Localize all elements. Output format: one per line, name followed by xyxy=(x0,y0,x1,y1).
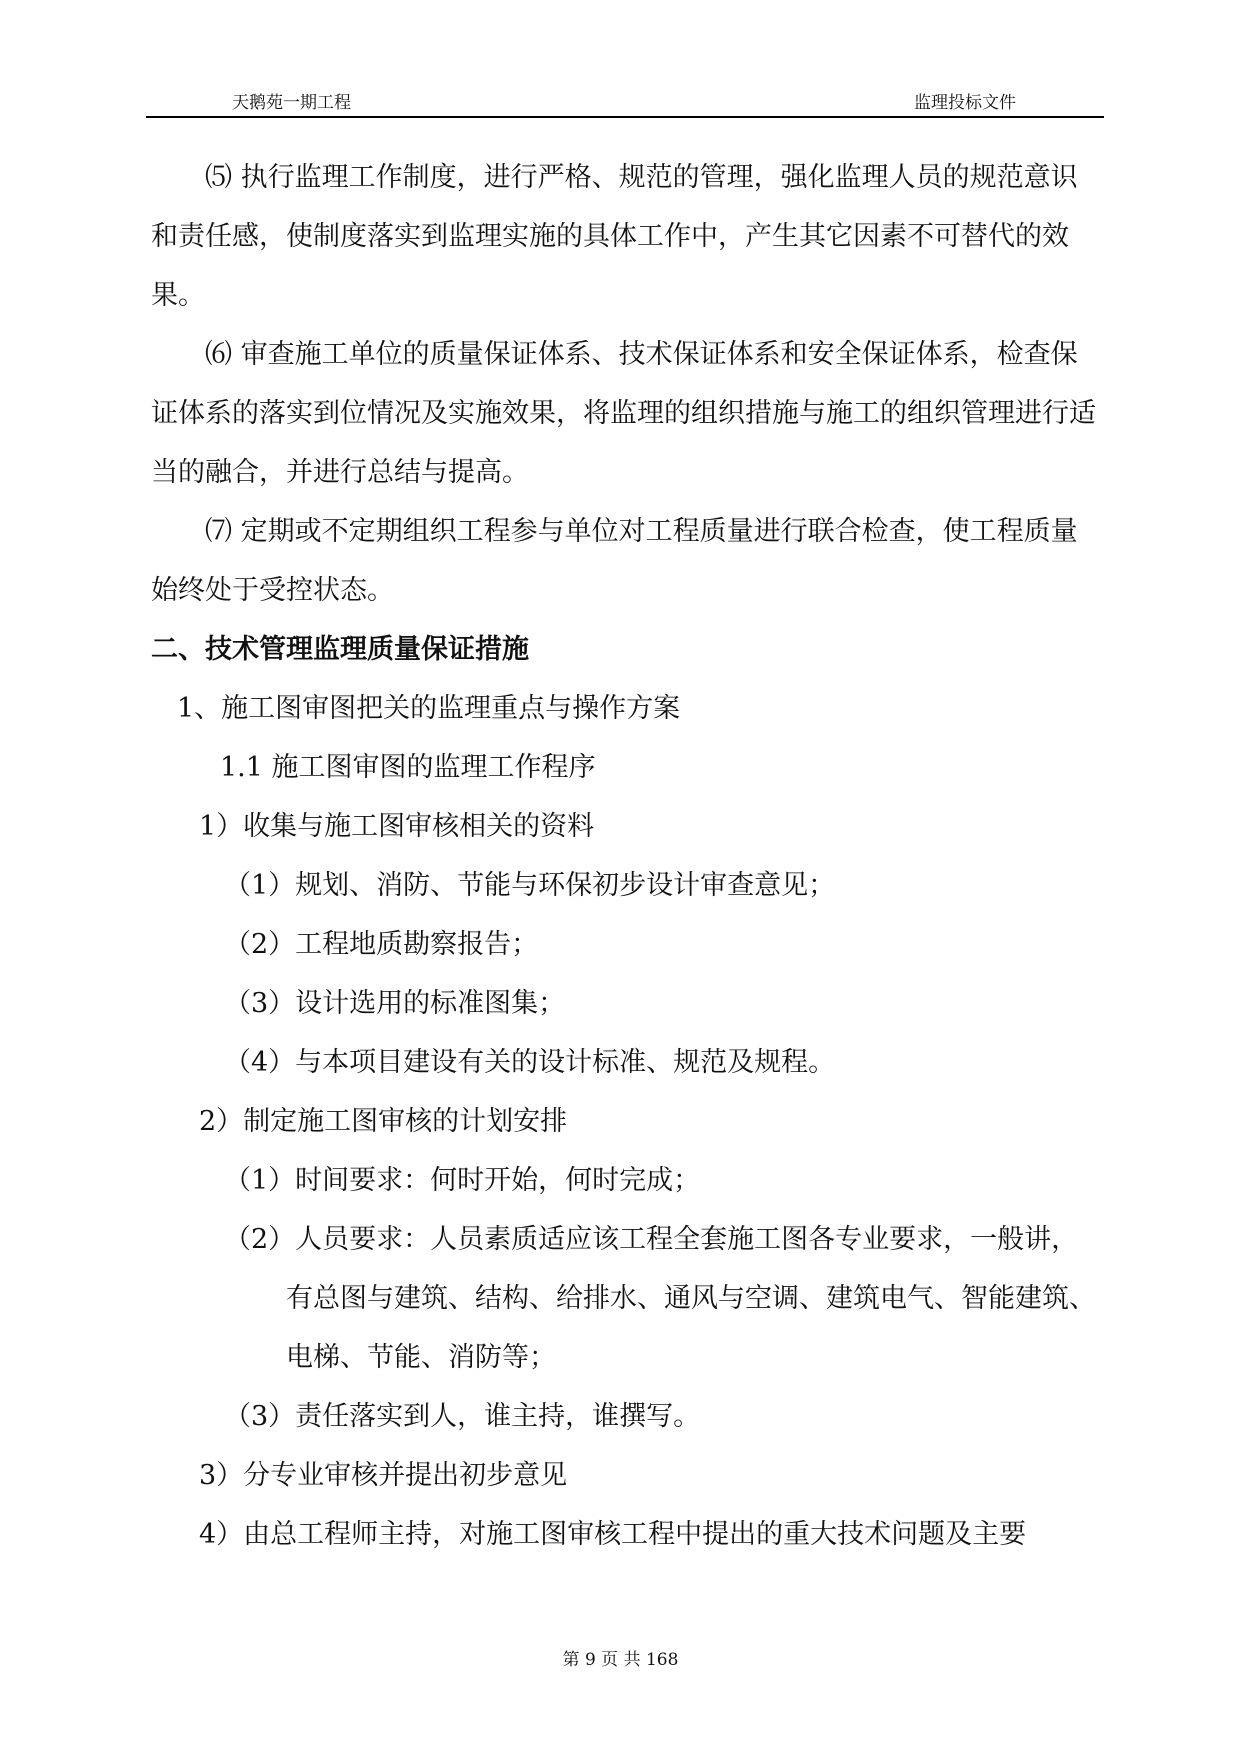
subsection-1-1: 1.1 施工图审图的监理工作程序 xyxy=(220,752,596,783)
step-2: 2）制定施工图审核的计划安排 xyxy=(199,1106,568,1137)
step-1-item-2: （2）工程地质勘察报告； xyxy=(224,929,539,960)
step-3: 3）分专业审核并提出初步意见 xyxy=(199,1460,568,1491)
subsection-1: 1、施工图审图把关的监理重点与操作方案 xyxy=(177,693,681,724)
header-project-name: 天鹅苑一期工程 xyxy=(232,93,351,113)
step-2-item-3: （3）责任落实到人，谁主持，谁撰写。 xyxy=(224,1401,701,1432)
page-header xyxy=(146,86,1104,118)
section-heading: 二、技术管理监理质量保证措施 xyxy=(151,634,529,665)
paragraph-7: ⑺ 定期或不定期组织工程参与单位对工程质量进行联合检查，使工程质量始终处于受控状态。 xyxy=(151,516,1078,606)
page-footer: 第 9 页 共 168 xyxy=(562,1650,679,1670)
step-2-item-2: （2）人员要求：人员素质适应该工程全套施工图各专业要求，一般讲，有总图与建筑、结构、给排水、通风与空调、建筑电气、智能建筑、电梯、节能、消防等； xyxy=(224,1224,1096,1373)
paragraph-6: ⑹ 审查施工单位的质量保证体系、技术保证体系和安全保证体系，检查保证体系的落实到位情况及实施效果，将监理的组织措施与施工的组织管理进行适当的融合，并进行总结与提高。 xyxy=(151,339,1096,488)
step-1-item-1: （1）规划、消防、节能与环保初步设计审查意见； xyxy=(224,870,836,901)
document-body xyxy=(151,148,1104,1564)
paragraph-5: ⑸ 执行监理工作制度，进行严格、规范的管理，强化监理人员的规范意识和责任感，使制度落实到监理实施的具体工作中，产生其它因素不可替代的效果。 xyxy=(151,162,1078,311)
step-4: 4）由总工程师主持，对施工图审核工程中提出的重大技术问题及主要 xyxy=(199,1519,1027,1550)
step-1: 1）收集与施工图审核相关的资料 xyxy=(199,811,595,842)
step-2-item-1: （1）时间要求：何时开始，何时完成； xyxy=(224,1165,701,1196)
step-1-item-3: （3）设计选用的标准图集； xyxy=(224,988,566,1019)
header-document-type: 监理投标文件 xyxy=(914,93,1016,113)
step-1-item-4: （4）与本项目建设有关的设计标准、规范及规程。 xyxy=(224,1047,836,1078)
